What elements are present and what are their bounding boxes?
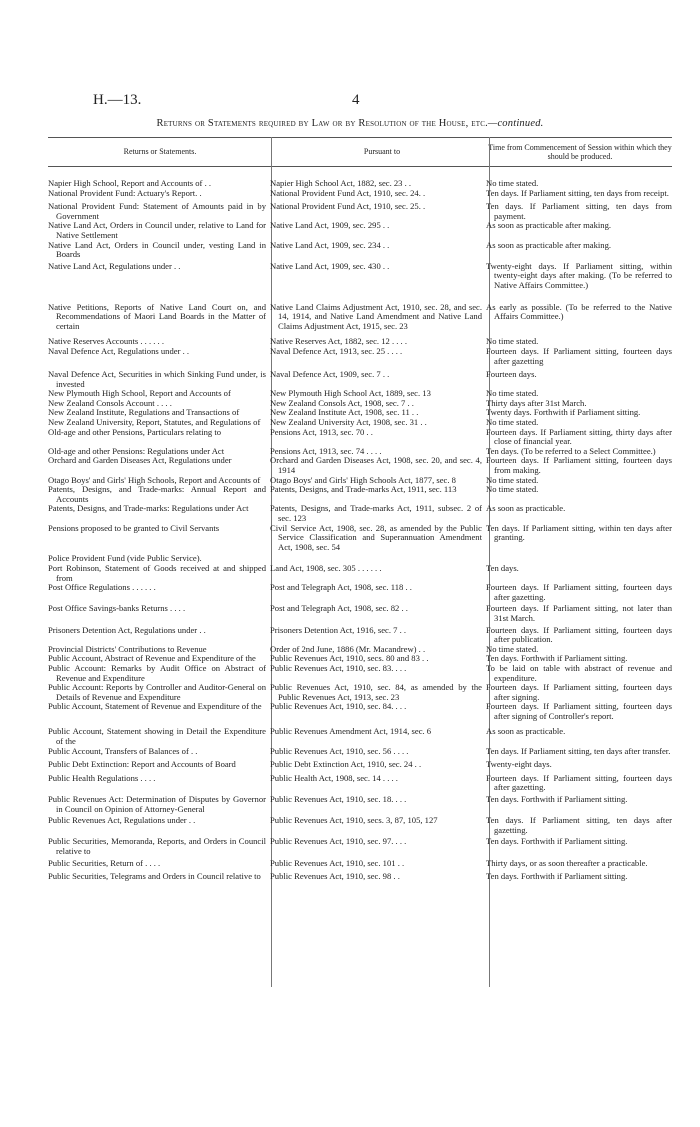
time-cell: As soon as practicable. [486,726,566,737]
header-time: Time from Commencement of Session within which they should be produced. [488,143,672,161]
pursuant-cell: Otago Boys' and Girls' High Schools Act, 1877, sec. 8 [270,474,456,485]
pursuant-cell: Public Debt Extinction Act, 1910, sec. 24 . . [270,759,422,770]
time-cell: Ten days. If Parliament sitting, ten days from payment. [486,201,672,221]
pursuant-cell: Pensions Act, 1913, sec. 70 . . [270,426,373,437]
pursuant-cell: Public Revenues Act, 1910, sec. 98 . . [270,871,400,882]
table-row [48,202,672,221]
time-cell: As soon as practicable after making. [486,239,612,250]
table-row [48,626,672,645]
return-cell: Post Office Regulations . . . . . . [48,582,156,593]
return-cell: National Provident Fund: Statement of Amounts paid in by Government [48,201,266,221]
pursuant-cell: Naval Defence Act, 1913, sec. 25 . . . . [270,345,403,356]
table-row [48,774,672,793]
pursuant-cell: Post and Telegraph Act, 1908, sec. 82 . . [270,603,408,614]
pursuant-cell: National Provident Fund Act, 1910, sec. 24. . [270,187,426,198]
time-cell: As soon as practicable after making. [486,220,612,231]
pursuant-cell: Order of 2nd June, 1886 (Mr. Macandrew) . . [270,643,426,654]
time-cell: Fourteen days. If Parliament sitting, fourteen days after gazetting. [486,772,672,793]
return-cell: Public Securities, Telegrams and Orders in Council relative to [48,871,261,882]
return-cell: Public Securities, Memoranda, Reports, and Orders in Council relative to [48,836,266,856]
time-cell: Fourteen days. If Parliament sitting, fourteen days after gazetting [486,345,672,366]
return-cell: Old-age and other Pensions: Regulations under Act [48,445,225,456]
table-row [48,347,672,366]
return-cell: Public Account, Transfers of Balances of . . [48,745,198,756]
return-cell: New Zealand Consols Account . . . . [48,397,172,408]
pursuant-cell: Patents, Designs, and Trade-marks Act, 1911, sec. 113 [270,484,457,495]
table-row [48,189,672,199]
table-row [48,583,672,602]
pursuant-cell: Public Revenues Amendment Act, 1914, sec. 6 [270,726,432,737]
time-cell: As soon as practicable. [486,503,566,514]
return-cell: Post Office Savings-banks Returns . . . . [48,603,186,614]
return-cell: Native Land Act, Orders in Council under, relative to Land for Native Settlement [48,220,266,240]
return-cell: New Zealand University, Report, Statutes, and Regulations of [48,417,261,428]
time-cell: No time stated. [486,643,539,654]
pursuant-cell: Prisoners Detention Act, 1916, sec. 7 . . [270,624,407,635]
pursuant-cell: Native Land Act, 1909, sec. 234 . . [270,239,390,250]
pursuant-cell: Public Revenues Act, 1910, sec. 18. . . . [270,794,407,805]
table-row [48,683,672,702]
table-row [48,747,672,757]
table-row [48,859,672,869]
page-title [0,118,700,129]
return-cell: New Zealand Institute, Regulations and Transactions of [48,407,240,418]
pursuant-cell: Native Land Act, 1909, sec. 430 . . [270,260,390,271]
return-cell: Provincial Districts' Contributions to Revenue [48,643,207,654]
pursuant-cell: Napier High School Act, 1882, sec. 23 . . [270,178,412,188]
table-row [48,604,672,623]
pursuant-cell: New Zealand Consols Act, 1908, sec. 7 . . [270,397,414,408]
time-cell: Ten days. Forthwith if Parliament sitting. [486,836,628,847]
time-cell: Twenty days. Forthwith if Parliament sitting. [486,407,641,418]
time-cell: Ten days. If Parliament sitting, ten days after transfer. [486,745,671,756]
time-cell: Fourteen days. If Parliament sitting, thirty days after close of financial year. [486,426,672,447]
return-cell: Public Debt Extinction: Report and Accounts of Board [48,759,236,770]
return-cell: Public Account, Abstract of Revenue and Expenditure of the [48,653,256,664]
time-cell: Fourteen days. If Parliament sitting, fourteen days from making. [486,455,672,476]
pursuant-cell: Public Revenues Act, 1910, sec. 83. . . . [270,662,407,673]
table-row [48,504,672,523]
time-cell: Fourteen days. If Parliament sitting, not later than 31st March. [486,603,672,623]
return-cell: Patents, Designs, and Trade-marks: Regulations under Act [48,503,249,514]
pursuant-cell: Public Revenues Act, 1910, sec. 84. . . . [270,701,407,712]
table-row [48,664,672,683]
pursuant-cell: Public Revenues Act, 1910, sec. 101 . . [270,857,405,868]
time-cell: Ten days. If Parliament sitting, ten days from receipt. [486,187,669,198]
pursuant-cell: New Zealand Institute Act, 1908, sec. 11 . . [270,407,419,418]
return-cell: Public Account, Statement of Revenue and Expenditure of the [48,701,262,712]
return-cell: Orchard and Garden Diseases Act, Regulations under [48,455,232,466]
pursuant-cell: Land Act, 1908, sec. 305 . . . . . . [270,562,382,573]
time-cell: No time stated. [486,178,539,188]
table-row [48,456,672,475]
return-cell: Native Petitions, Reports of Native Land Court on, and Recommendations of Maori Land Boards in the Matter of certain [48,301,266,331]
time-cell: Thirty days after 31st March. [486,397,587,408]
return-cell: Old-age and other Pensions, Particulars relating to [48,426,222,437]
return-cell: Police Provident Fund (vide Public Service). [48,553,202,564]
table-row [48,262,672,291]
return-cell: Public Account, Statement showing in Detail the Expenditure of the [48,726,266,747]
returns-table [48,179,672,882]
time-cell: Ten days. (To be referred to a Select Committee.) [486,445,656,456]
header-returns: Returns or Statements. [123,147,197,156]
pursuant-cell: Civil Service Act, 1908, sec. 28, as amended by the Public Service Classification and Superannuation Amendment Act, 1908, sec. 54 [270,522,482,552]
time-cell: Ten days. Forthwith if Parliament sitting. [486,794,628,805]
pursuant-cell: Naval Defence Act, 1909, sec. 7 . . [270,369,390,380]
time-cell: Thirty days, or as soon thereafter a practicable. [486,857,648,868]
return-cell: Prisoners Detention Act, Regulations under . . [48,624,206,635]
time-cell: Ten days. If Parliament sitting, within ten days after granting. [486,522,672,543]
table-row [48,702,672,721]
table-row [48,564,672,583]
pursuant-cell: Orchard and Garden Diseases Act, 1908, sec. 20, and sec. 4, 1914 [270,455,482,476]
pursuant-cell: Public Health Act, 1908, sec. 14 . . . . [270,772,398,783]
pursuant-cell: Pensions Act, 1913, sec. 74 . . . . [270,445,382,456]
pursuant-cell: National Provident Fund Act, 1910, sec. 25. . [270,201,426,212]
time-cell: Ten days. [486,562,519,573]
return-cell: Native Land Act, Orders in Council under, vesting Land in Boards [48,239,266,260]
return-cell: Native Land Act, Regulations under . . [48,260,181,271]
header-pursuant: Pursuant to [363,147,401,156]
return-cell: Patents, Designs, and Trade-marks: Annual Report and Accounts [48,484,266,504]
table-row [48,760,672,770]
title-text: Returns or Statements required by Law or by Resolution of the House, etc. [156,118,488,129]
time-cell: Ten days. If Parliament sitting, ten days after gazetting. [486,815,672,835]
pursuant-cell: Public Revenues Act, 1910, secs. 80 and 83 . . [270,653,429,664]
return-cell: Public Revenues Act: Determination of Disputes by Governor in Council on Opinion of Attorney-General [48,794,266,814]
table-row [48,241,672,260]
time-cell: No time stated. [486,417,539,428]
time-cell: No time stated. [486,336,539,347]
time-cell: Twenty-eight days. [486,759,552,770]
pursuant-cell: Public Revenues Act, 1910, sec. 56 . . . . [270,745,409,756]
pursuant-cell: Native Land Act, 1909, sec. 295 . . [270,220,390,231]
table-row [48,370,672,389]
return-cell: Public Securities, Return of . . . . [48,857,161,868]
table-row [48,795,672,814]
table-row [48,303,672,332]
pursuant-cell: Public Revenues Act, 1910, sec. 97. . . . [270,836,407,847]
return-cell: New Plymouth High School, Report and Accounts of [48,388,231,399]
title-continued: —continued. [487,118,544,129]
time-cell: Fourteen days. If Parliament sitting, fourteen days after gazetting. [486,582,672,602]
return-cell: Public Health Regulations . . . . [48,772,156,783]
table-row [48,221,672,240]
document-reference: H.—13. [93,92,142,108]
time-cell: To be laid on table with abstract of revenue and expenditure. [486,662,672,683]
table-row [48,816,672,835]
return-cell: Native Reserves Accounts . . . . . . [48,336,164,347]
time-cell: Ten days. Forthwith if Parliament sitting. [486,871,628,882]
return-cell: Otago Boys' and Girls' High Schools, Report and Accounts of [48,474,261,485]
return-cell: Pensions proposed to be granted to Civil Servants [48,522,220,533]
pursuant-cell: New Plymouth High School Act, 1889, sec. 13 [270,388,431,399]
pursuant-cell: Post and Telegraph Act, 1908, sec. 118 . . [270,582,412,593]
table-row [48,872,672,882]
time-cell: No time stated. [486,474,539,485]
time-cell: No time stated. [486,484,539,495]
return-cell: Naval Defence Act, Securities in which Sinking Fund under, is invested [48,369,266,389]
return-cell: Public Account: Reports by Controller and Auditor-General on Details of Revenue and Expenditure [48,682,266,702]
time-cell: Fourteen days. [486,369,537,380]
time-cell: No time stated. [486,388,539,399]
return-cell: Naval Defence Act, Regulations under . . [48,345,190,356]
table-row [48,837,672,856]
table-row [48,524,672,553]
table-row [48,485,672,504]
pursuant-cell: Native Reserves Act, 1882, sec. 12 . . . . [270,336,407,347]
pursuant-cell: Patents, Designs, and Trade-marks Act, 1911, subsec. 2 of sec. 123 [270,503,482,523]
table-row [48,727,672,746]
return-cell: Port Robinson, Statement of Goods received at and shipped from [48,562,266,583]
table-header [48,137,672,167]
return-cell: Napier High School, Report and Accounts of . . [48,178,212,188]
time-cell: As early as possible. (To be referred to the Native Affairs Committee.) [486,301,672,322]
page-number: 4 [352,92,360,108]
pursuant-cell: Native Land Claims Adjustment Act, 1910, sec. 28, and sec. 14, 1914, and Native Land Amendment and Native Land Claims Adjustment Act, 1915, sec. 23 [270,301,482,331]
time-cell: Twenty-eight days. If Parliament sitting, within twenty-eight days after making. (To be referred to Native Affairs Committee.) [486,260,672,290]
time-cell: Fourteen days. If Parliament sitting, fourteen days after signing. [486,682,672,702]
return-cell: Public Revenues Act, Regulations under . . [48,815,196,826]
time-cell: Fourteen days. If Parliament sitting, fourteen days after publication. [486,624,672,645]
time-cell: Fourteen days. If Parliament sitting, fourteen days after signing of Controller's report. [486,701,672,721]
pursuant-cell: New Zealand University Act, 1908, sec. 31 . . [270,417,427,428]
return-cell: Public Account: Remarks by Audit Office on Abstract of Revenue and Expenditure [48,662,266,683]
return-cell: National Provident Fund: Actuary's Report. . [48,187,202,198]
pursuant-cell: Public Revenues Act, 1910, secs. 3, 87, 105, 127 [270,815,438,826]
pursuant-cell: Public Revenues Act, 1910, sec. 84, as amended by the Public Revenues Act, 1913, sec. 23 [270,682,482,702]
table-row [48,428,672,447]
time-cell: Ten days. Forthwith if Parliament sitting. [486,653,628,664]
